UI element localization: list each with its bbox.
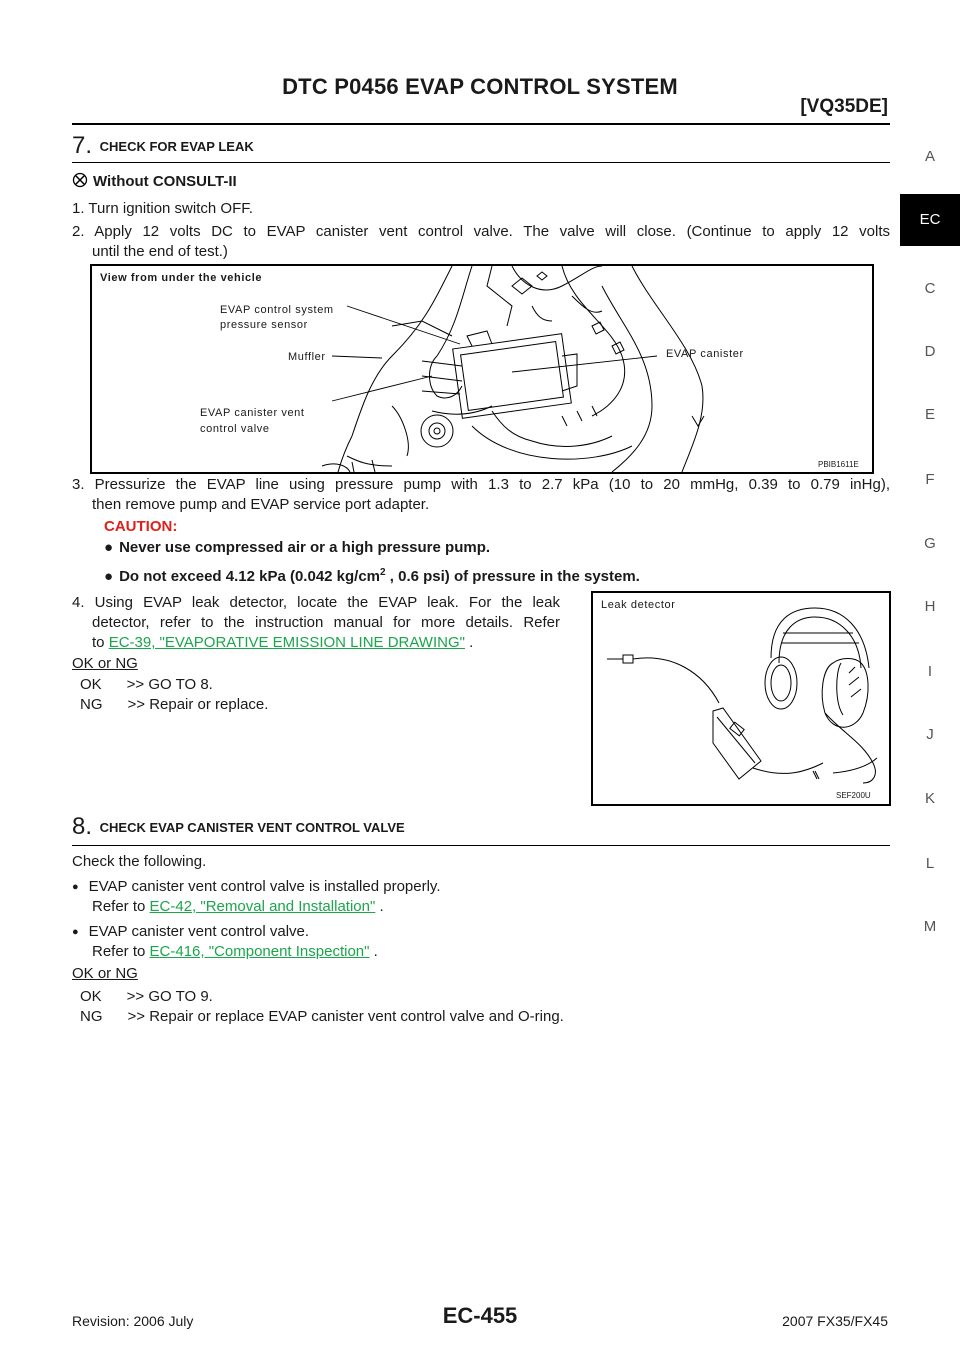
bullet-icon: ● [72, 881, 79, 893]
step7-ok-line: OK >> GO TO 8. [80, 676, 213, 693]
refer-to-text: Refer to [92, 943, 146, 960]
link-suffix: . [375, 898, 384, 915]
step7-item4-line3 [92, 633, 473, 653]
evap-line-drawing-link[interactable]: EC-39, "EVAPORATIVE EMISSION LINE DRAWING" [108, 634, 465, 651]
figure2-title: Leak detector [601, 599, 676, 611]
step7-item2-line2: until the end of test.) [92, 243, 228, 260]
leak-detector-illustration [593, 593, 889, 804]
mode-label: Without CONSULT-II [93, 173, 237, 190]
figure1-label-muffler: Muffler [288, 351, 326, 363]
tab-j[interactable]: J [926, 726, 934, 743]
step8-rule [72, 845, 890, 846]
footer-model: 2007 FX35/FX45 [782, 1313, 888, 1329]
step8-ng-line: NG >> Repair or replace EVAP canister vent control valve and O-ring. [80, 1008, 564, 1025]
component-inspection-link[interactable]: EC-416, "Component Inspection" [149, 943, 370, 960]
refer-to-text: Refer to [92, 898, 146, 915]
step7-item4-line1: 4. Using EVAP leak detector, locate the EVAP leak. For the leak [72, 594, 560, 611]
step7-title: CHECK FOR EVAP LEAK [99, 139, 254, 154]
step8-number: 8. [72, 813, 93, 840]
caution-label: CAUTION: [104, 518, 178, 535]
page-number: EC-455 [442, 1303, 518, 1328]
step7-item4-line2: detector, refer to the instruction manual for more details. Refer [92, 614, 560, 631]
caution-text-2-sup: 2 [380, 567, 386, 578]
step8-heading [72, 813, 405, 841]
tab-ec[interactable]: EC [900, 194, 960, 246]
tab-e[interactable]: E [924, 406, 935, 423]
tab-c[interactable]: C [924, 280, 936, 297]
caution-text-2a: Do not exceed 4.12 kPa (0.042 kg/cm [119, 568, 381, 585]
step8-bullet1 [72, 877, 441, 897]
step8-title: CHECK EVAP CANISTER VENT CONTROL VALVE [99, 820, 405, 835]
figure2-id: SEF200U [836, 791, 871, 800]
refer-to-text: to [92, 634, 105, 651]
figure1-label-evap-canister: EVAP canister [666, 348, 744, 360]
figure1-label-vent-valve-2: control valve [200, 423, 270, 435]
figure1-label-pressure-sensor-2: pressure sensor [220, 319, 308, 331]
step7-item3-line2: then remove pump and EVAP service port adapter. [92, 496, 430, 513]
link-suffix: . [369, 943, 378, 960]
step8-bullet2 [72, 922, 309, 942]
tab-i[interactable]: I [927, 663, 933, 680]
caution-text-2b: , 0.6 psi) of pressure in the system. [385, 568, 640, 585]
step7-result-label: OK or NG [72, 655, 138, 672]
step7-heading [72, 132, 254, 160]
step7-number: 7. [72, 132, 93, 159]
caution-item-1 [104, 538, 490, 558]
step7-ng-line: NG >> Repair or replace. [80, 696, 269, 713]
tab-h[interactable]: H [924, 598, 936, 615]
tab-l[interactable]: L [925, 855, 935, 872]
figure1-label-pressure-sensor-1: EVAP control system [220, 304, 334, 316]
step8-intro: Check the following. [72, 853, 207, 870]
caution-text-1: Never use compressed air or a high pressure pump. [119, 539, 491, 556]
step8-bullet2-ref [92, 942, 378, 962]
tab-f[interactable]: F [925, 471, 935, 488]
step7-item2-line1: 2. Apply 12 volts DC to EVAP canister vent control valve. The valve will close. (Continue to apply 12 volts [72, 223, 890, 240]
engine-code: [VQ35DE] [800, 96, 888, 117]
no-consult-icon [72, 172, 88, 194]
tab-g[interactable]: G [924, 535, 936, 552]
figure-leak-detector [591, 591, 891, 806]
bullet-icon: ● [104, 568, 114, 585]
link-suffix: . [464, 634, 474, 651]
step8-bullet1-ref [92, 897, 384, 917]
figure1-label-vent-valve-1: EVAP canister vent [200, 407, 305, 419]
tab-k[interactable]: K [924, 790, 935, 807]
step7-rule [72, 162, 890, 163]
step7-item3-line1: 3. Pressurize the EVAP line using pressure pump with 1.3 to 2.7 kPa (10 to 20 mmHg, 0.39 to 0.79 inHg), [72, 476, 890, 493]
step8-bullet1-text: EVAP canister vent control valve is installed properly. [88, 878, 441, 895]
header-rule [72, 123, 890, 125]
mode-line [72, 172, 237, 194]
step7-item1: 1. Turn ignition switch OFF. [72, 200, 253, 217]
removal-installation-link[interactable]: EC-42, "Removal and Installation" [149, 898, 376, 915]
evap-location-illustration [92, 266, 872, 472]
bullet-icon: ● [72, 926, 79, 938]
step8-bullet2-text: EVAP canister vent control valve. [88, 923, 310, 940]
figure1-id: PBIB1611E [818, 460, 859, 469]
caution-item-2 [104, 563, 640, 587]
step8-result-label: OK or NG [72, 965, 138, 982]
tab-d[interactable]: D [924, 343, 936, 360]
tab-a[interactable]: A [924, 148, 935, 165]
figure-evap-location [90, 264, 874, 474]
bullet-icon: ● [104, 539, 114, 556]
footer-revision: Revision: 2006 July [72, 1313, 194, 1329]
tab-m[interactable]: M [923, 918, 937, 935]
page-title: DTC P0456 EVAP CONTROL SYSTEM [282, 74, 678, 99]
figure1-title: View from under the vehicle [100, 272, 263, 284]
step8-ok-line: OK >> GO TO 9. [80, 988, 213, 1005]
